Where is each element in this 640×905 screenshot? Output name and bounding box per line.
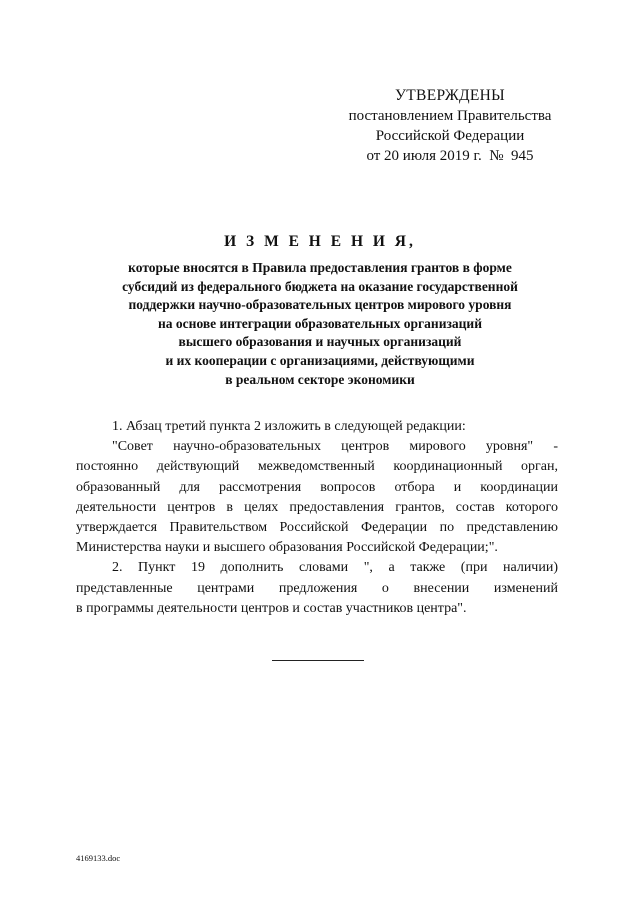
subtitle-line: на основе интеграции образовательных организаций <box>158 315 482 331</box>
file-code: 4169133.doc <box>76 853 121 863</box>
approval-heading: УТВЕРЖДЕНЫ <box>395 87 505 104</box>
quote-line: "Совет научно-образовательных центров мирового уровня" - <box>112 439 558 455</box>
end-separator-line <box>272 660 364 661</box>
document-subtitle <box>60 259 580 389</box>
approval-block <box>330 86 570 166</box>
item-2-line: представленные центрами предложения о внесении изменений <box>76 580 558 596</box>
approval-line-2: Российской Федерации <box>375 128 525 144</box>
subtitle-line: в реальном секторе экономики <box>225 371 415 387</box>
quote-line: образованный для рассмотрения вопросов отбора и координации <box>76 479 558 495</box>
quote-line: постоянно действующий межведомственный координационный орган, <box>76 459 558 475</box>
item-2-line: 2. Пункт 19 дополнить словами ", а также (при наличии) <box>112 560 558 576</box>
item-2-line: в программы деятельности центров и состав участников центра". <box>76 600 467 616</box>
quote-line: утверждается Правительством Российской Федерации по представлению <box>76 520 558 536</box>
subtitle-line: и их кооперации с организациями, действующими <box>165 352 475 368</box>
quote-line: Министерства науки и высшего образования Российской Федерации;". <box>76 540 498 556</box>
subtitle-line: субсидий из федерального бюджета на оказание государственной <box>122 278 518 294</box>
item-2 <box>76 558 558 619</box>
subtitle-line: которые вносятся в Правила предоставления грантов в форме <box>128 260 512 275</box>
quote-line: деятельности центров в целях предоставления грантов, состав которого <box>76 499 558 515</box>
subtitle-line: высшего образования и научных организаций <box>178 334 462 350</box>
document-title: И З М Е Н Е Н И Я, <box>224 233 416 250</box>
approval-date-number: от 20 июля 2019 г. № 945 <box>366 148 534 164</box>
document-body <box>76 417 558 619</box>
subtitle-line: поддержки научно-образовательных центров мирового уровня <box>128 297 512 313</box>
item-1-intro: 1. Абзац третий пункта 2 изложить в следующей редакции: <box>112 419 466 434</box>
item-1-quote <box>76 437 558 558</box>
approval-line-1: постановлением Правительства <box>348 108 552 124</box>
